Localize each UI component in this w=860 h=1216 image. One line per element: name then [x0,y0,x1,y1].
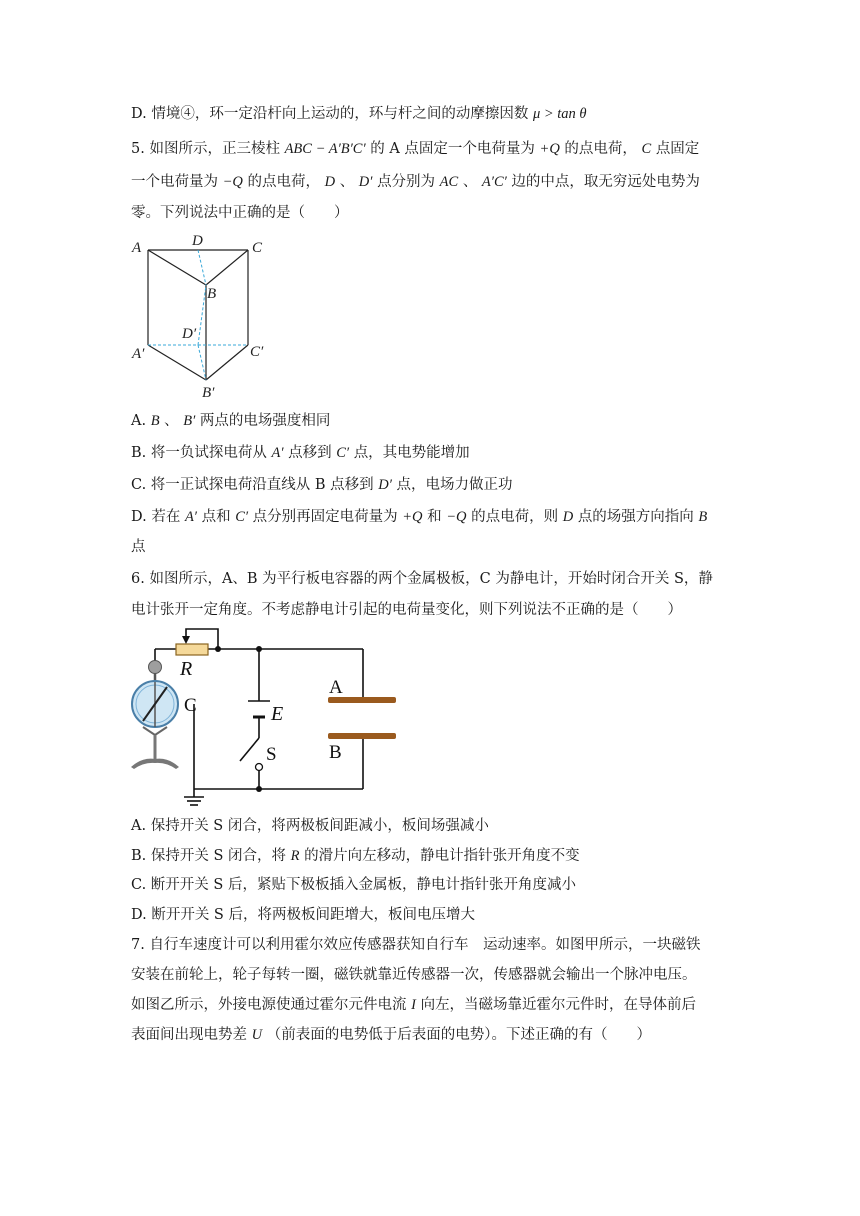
q5-option-b-c2: C′ [336,445,350,461]
q5-option-b [131,443,470,463]
q5-option-d-q1: +Q [402,509,423,525]
q5-edge-a2c2: A′C′ [481,174,507,190]
dashed-db [198,250,206,285]
q7-text: （前表面的电势低于后表面的电势）。下述正确的有（ ） [266,1027,651,1043]
q5-option-b-text: 点移到 [288,445,332,461]
label-b: B [329,742,342,763]
q5-option-d-c2: C′ [235,509,249,525]
q5-option-c-d2: D′ [378,477,392,493]
q5-option-d-d: D [562,509,574,525]
q7-line-3 [131,995,696,1015]
q5-option-a-text: 、 [164,413,179,429]
plate-b [328,733,396,739]
q6-option-b-r: R [290,848,300,864]
q5-option-b-text: 点，其电势能增加 [353,445,470,461]
q5-point-d: D [324,174,336,190]
edge-cb [206,250,248,285]
q5-stem-text: 零。下列说法中正确的是（ ） [131,205,349,221]
label-c: C [184,695,197,716]
q5-stem-text: 边的中点，取无穷远处电势为 [511,174,700,190]
q6-option-a [131,816,489,836]
label-a2: A′ [132,346,145,362]
q6-stem-line-2 [131,600,682,620]
q5-option-d-text: D. 若在 [131,509,181,525]
q7-text: 7. 自行车速度计可以利用霍尔效应传感器获知自行车 运动速率。如图甲所示，一块磁铁 [131,937,701,953]
q5-edge-ac: AC [439,174,459,190]
q5-option-d-text: 点和 [201,509,231,525]
q5-option-c-text: 点，电场力做正功 [396,477,513,493]
q7-voltage-u: U [251,1027,263,1043]
q7-line-4 [131,1025,651,1045]
label-d: D [192,233,203,249]
q5-stem-text: 、 [462,174,478,190]
q5-stem-text: 点分别为 [377,174,436,190]
dashed-d2b [198,285,206,345]
label-a: A [329,677,343,698]
q6-option-b-text: B. 保持开关 S 闭合，将 [131,848,287,864]
q5-stem-text: 的点电荷， [247,174,320,190]
edge-a2b2 [148,345,206,380]
q5-prism-figure [128,230,278,402]
edge-c2b2 [206,345,248,380]
q6-stem-line-1 [131,569,713,589]
q6-stem-text: 6. 如图所示，A、B 为平行板电容器的两个金属极板，C 为静电计，开始时闭合开关 S，静 [131,571,713,587]
q5-option-d-text: 点的场强方向指向 [577,509,694,525]
label-e: E [271,703,284,725]
q4-option-d-text: D. 情境④，环一定沿杆向上运动的，环与杆之间的动摩擦因数 [131,106,529,122]
q6-option-a-text: A. 保持开关 S 闭合，将两极板间距减小，板间场强减小 [131,818,489,834]
q6-option-d-text: D. 断开开关 S 后，将两极板间距增大，板间电压增大 [131,907,475,923]
q7-current-i: I [411,997,416,1013]
q6-option-c [131,875,576,895]
label-b: B [207,286,217,302]
q5-option-d-text: 点 [131,539,146,555]
q5-option-a-b: B [150,413,160,429]
label-s: S [266,744,277,765]
q5-option-d-text: 和 [427,509,442,525]
q6-option-c-text: C. 断开开关 S 后，紧贴下极板插入金属板，静电计指针张开角度减小 [131,877,576,893]
q5-option-a [131,411,330,431]
q5-charge-pos: +Q [539,141,560,157]
q6-stem-text: 电计张开一定角度。不考虑静电计引起的电荷量变化，则下列说法不正确的是（ ） [131,602,682,618]
q5-option-d-cont [131,537,146,557]
q5-stem-text: 一个电荷量为 [131,174,218,190]
q5-stem-text: 、 [339,174,355,190]
q7-text: 安装在前轮上，轮子每转一圈，磁铁就靠近传感器一次，传感器就会输出一个脉冲电压。 [131,967,697,983]
q7-text: 表面间出现电势差 [131,1027,247,1043]
q5-option-d-text: 点分别再固定电荷量为 [252,509,398,525]
rheostat [176,644,208,655]
q5-option-b-text: B. 将一负试探电荷从 [131,445,267,461]
q5-stem-text: 点固定 [655,141,700,157]
q5-option-c-text: C. 将一正试探电荷沿直线从 B 点移到 [131,477,374,493]
q5-option-d-b: B [698,509,708,525]
label-a: A [132,240,142,256]
q5-option-c [131,475,513,495]
q6-option-b-text: 的滑片向左移动，静电计指针张开角度不变 [304,848,580,864]
q5-stem-line-1 [131,139,699,159]
q5-stem-line-2 [131,172,700,192]
electrometer [131,661,179,770]
q6-circuit-figure [128,625,408,810]
q4-option-d-math: μ > tan θ [532,106,587,122]
q6-option-d [131,905,475,925]
q5-option-a-text: 两点的电场强度相同 [199,413,331,429]
q7-text: 如图乙所示，外接电源使通过霍尔元件电流 [131,997,407,1013]
q5-stem-text: 的 A 点固定一个电荷量为 [370,141,535,157]
q7-text: 向左，当磁场靠近霍尔元件时，在导体前后 [420,997,697,1013]
q5-option-d-q2: −Q [446,509,467,525]
label-d2: D′ [182,326,197,342]
q5-stem-text: 的点电荷， [564,141,637,157]
q5-option-b-a2: A′ [271,445,284,461]
q6-option-b [131,846,580,866]
q5-stem-text: 5. 如图所示，正三棱柱 [131,141,280,157]
label-r: R [180,658,193,680]
label-b2: B′ [202,385,215,401]
q7-line-1 [131,935,700,955]
q5-stem-line-3 [131,203,349,223]
q5-option-d [131,507,707,527]
q5-prism-name: ABC − A′B′C′ [284,141,366,157]
q5-option-d-a2: A′ [184,509,197,525]
q5-option-a-text: A. [131,413,147,429]
dashed-d2b2 [198,345,206,380]
q4-option-d [131,104,587,124]
q5-point-d2: D′ [358,174,373,190]
q5-option-a-b2: B′ [183,413,196,429]
label-c2: C′ [250,344,264,360]
q5-option-d-text: 的点电荷，则 [471,509,559,525]
edge-ab [148,250,206,285]
q7-line-2 [131,965,697,985]
q5-point-c: C [641,141,652,157]
label-c: C [252,240,263,256]
q5-charge-neg: −Q [222,174,243,190]
